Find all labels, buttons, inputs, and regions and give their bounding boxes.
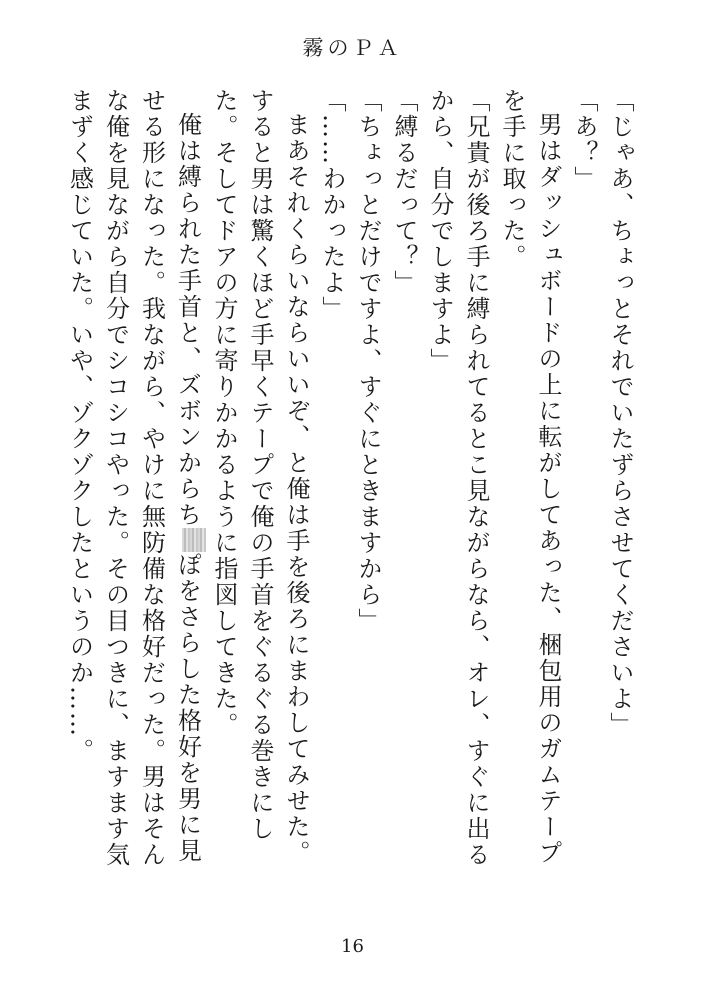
paragraph: 「じゃあ、ちょっとそれでいたずらさせてくださいよ」 xyxy=(606,88,634,738)
paragraph-text-before: 俺は縛られた手首と、ズボンからち xyxy=(173,112,202,528)
page-number: 16 xyxy=(341,936,364,957)
paragraph: 男はダッシュボードの上に転がしてあった、梱包用のガムテープを手に取った。 xyxy=(498,88,562,866)
paragraph: まあそれくらいならいいぞ、と俺は手を後ろにまわしてみせた。すると男は驚くほど手早くテープで俺の手首をぐるぐる巻きにした。そしてドアの方に寄りかかるように指図してきた。 xyxy=(210,88,310,866)
paragraph: 「縛るだって？」 xyxy=(390,88,418,296)
mosaic-censor-icon xyxy=(182,528,206,552)
paragraph: 「あ？」 xyxy=(570,88,598,192)
paragraph: 「……わかったよ」 xyxy=(318,88,346,322)
page-title: 霧のＰＡ xyxy=(302,36,403,60)
paragraph: 「兄貴が後ろ手に縛られてるとこ見ながらなら、オレ、すぐに出るから、自分でしますよ」 xyxy=(426,88,490,868)
paragraph-text-after: ぽをさらした格好を男に見せる形になった。我ながら、やけに無防備な格好だった。男はそんな俺を見ながら自分でシコシコやった。その目つきに、ますます気まずく感じていた。いや、ゾクゾクしたというのか……。 xyxy=(65,88,202,868)
paragraph xyxy=(62,88,207,888)
paragraph: 「ちょっとだけですよ、すぐにときますから」 xyxy=(354,88,382,634)
body-text xyxy=(65,88,638,888)
